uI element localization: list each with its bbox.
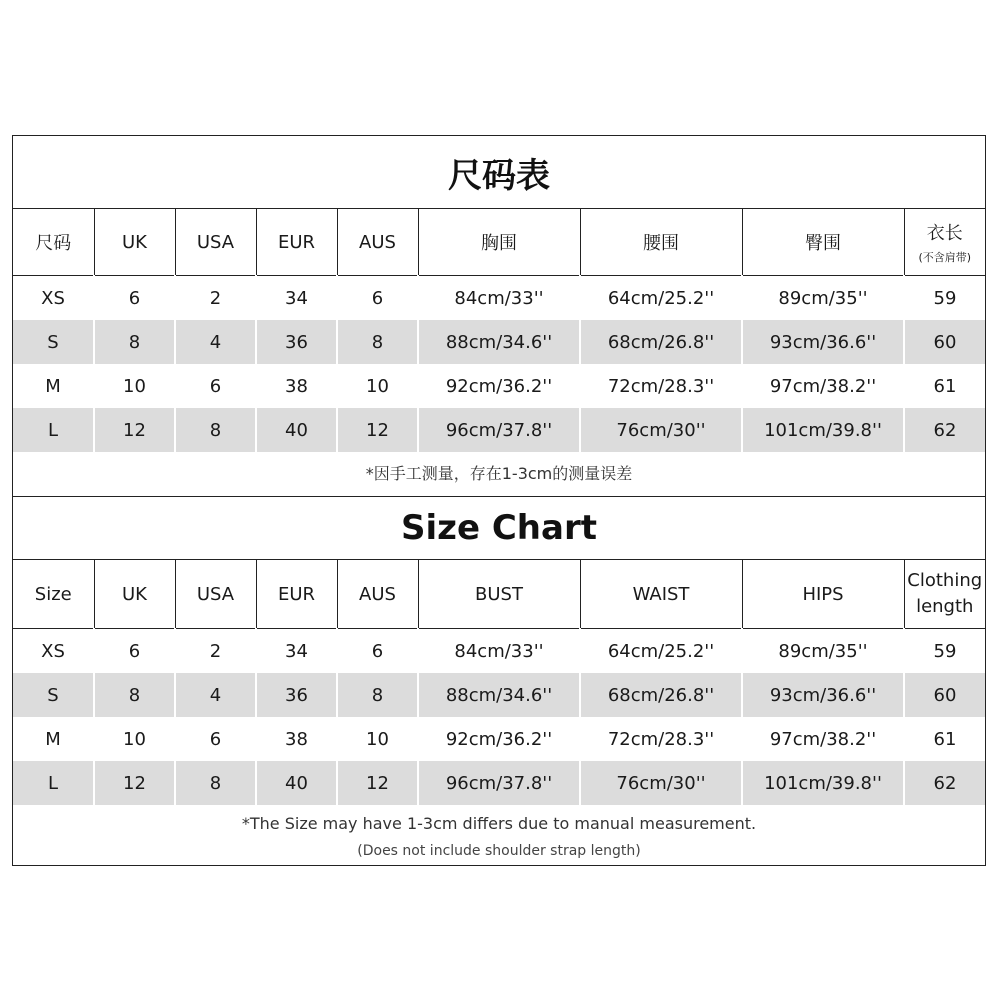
header-cell: 尺码 [13, 209, 94, 276]
table-cell: 12 [337, 761, 418, 805]
strap-note-en: (Does not include shoulder strap length) [357, 843, 641, 859]
header-cell: 臀围 [742, 209, 904, 276]
table-cell: 88cm/34.6'' [418, 320, 580, 364]
header-cell: EUR [256, 560, 337, 629]
table-cell: 59 [933, 287, 957, 309]
header-cell: USA [175, 560, 256, 629]
table-cell: 64cm/25.2'' [580, 629, 742, 674]
table-cell: 8 [94, 320, 175, 364]
table-cell: S [13, 673, 94, 717]
table-cell: 61 [933, 728, 957, 750]
table-header-row [13, 209, 985, 276]
header-cell: 胸围 [418, 209, 580, 276]
table-cell: 4 [175, 320, 256, 364]
table-cell: 59 [933, 640, 957, 662]
table-body-en [13, 629, 985, 806]
table-cell: 34 [256, 276, 337, 321]
table-cell: 8 [94, 673, 175, 717]
table-cell: 72cm/28.3'' [580, 717, 742, 761]
table-cell: 88cm/34.6'' [418, 673, 580, 717]
table-cell: 36 [256, 673, 337, 717]
table-cell: 84cm/33'' [418, 629, 580, 674]
table-cell: 6 [175, 717, 256, 761]
table-cell: 34 [256, 629, 337, 674]
table-row [13, 408, 985, 452]
table-header-row [13, 560, 985, 629]
size-table-en [13, 560, 985, 805]
table-cell: 8 [337, 320, 418, 364]
table-cell: 12 [337, 408, 418, 452]
table-cell: M [13, 364, 94, 408]
table-cell: 96cm/37.8'' [418, 408, 580, 452]
table-cell: 10 [337, 364, 418, 408]
header-cell-length [904, 209, 985, 276]
header-cell: Size [13, 560, 94, 629]
header-cell: AUS [337, 209, 418, 276]
size-chart-english [12, 496, 986, 866]
table-cell: 68cm/26.8'' [580, 320, 742, 364]
table-cell: 89cm/35'' [742, 629, 904, 674]
table-cell: 101cm/39.8'' [742, 761, 904, 805]
table-cell: 2 [175, 276, 256, 321]
table-cell: 92cm/36.2'' [418, 717, 580, 761]
chart-title-en: Size Chart [13, 497, 985, 560]
table-cell: 8 [337, 673, 418, 717]
table-cell: 97cm/38.2'' [742, 364, 904, 408]
table-row [13, 320, 985, 364]
header-length-label: 衣长 [926, 223, 963, 244]
table-cell: 76cm/30'' [580, 761, 742, 805]
table-row [13, 364, 985, 408]
table-cell: 68cm/26.8'' [580, 673, 742, 717]
table-cell: 72cm/28.3'' [580, 364, 742, 408]
table-cell: 93cm/36.6'' [742, 673, 904, 717]
table-cell: 36 [256, 320, 337, 364]
header-cell: UK [94, 209, 175, 276]
table-row [13, 673, 985, 717]
table-row [13, 629, 985, 674]
table-cell: 40 [256, 408, 337, 452]
table-cell: 38 [256, 364, 337, 408]
table-cell: 10 [94, 717, 175, 761]
table-cell: 101cm/39.8'' [742, 408, 904, 452]
table-cell: 92cm/36.2'' [418, 364, 580, 408]
header-cell: WAIST [580, 560, 742, 629]
header-cell: 腰围 [580, 209, 742, 276]
measurement-note-en: *The Size may have 1-3cm differs due to manual measurement. [241, 814, 757, 833]
table-cell: 89cm/35'' [742, 276, 904, 321]
table-cell: 10 [337, 717, 418, 761]
table-cell: 12 [94, 761, 175, 805]
table-cell: L [13, 408, 94, 452]
table-cell: 10 [94, 364, 175, 408]
table-cell: 60 [904, 673, 985, 717]
chart-title-cn: 尺码表 [13, 136, 985, 209]
table-cell: 8 [175, 408, 256, 452]
table-cell: 76cm/30'' [580, 408, 742, 452]
table-cell: 93cm/36.6'' [742, 320, 904, 364]
table-cell: 40 [256, 761, 337, 805]
header-cell-length: Clothing length [904, 560, 985, 629]
table-body-cn [13, 276, 985, 453]
table-cell: M [13, 717, 94, 761]
size-chart-chinese [12, 135, 986, 497]
header-cell: HIPS [742, 560, 904, 629]
table-cell: 60 [904, 320, 985, 364]
table-cell: 6 [175, 364, 256, 408]
table-cell: 4 [175, 673, 256, 717]
table-cell: 12 [94, 408, 175, 452]
table-cell: XS [13, 276, 94, 321]
table-cell: 62 [904, 761, 985, 805]
table-cell: 62 [904, 408, 985, 452]
table-cell: S [13, 320, 94, 364]
table-cell: 6 [94, 629, 175, 674]
table-row [13, 761, 985, 805]
measurement-note-cn: *因手工测量，存在1-3cm的测量误差 [365, 464, 633, 483]
table-cell: 64cm/25.2'' [580, 276, 742, 321]
header-length-sub: (不含肩带) [918, 251, 972, 264]
header-cell: BUST [418, 560, 580, 629]
table-cell: 2 [175, 629, 256, 674]
table-cell: 6 [94, 276, 175, 321]
table-cell: 8 [175, 761, 256, 805]
table-cell: 38 [256, 717, 337, 761]
table-cell: 6 [337, 276, 418, 321]
header-cell: UK [94, 560, 175, 629]
table-cell: 97cm/38.2'' [742, 717, 904, 761]
table-cell: L [13, 761, 94, 805]
table-cell: 61 [933, 375, 957, 397]
table-cell: 96cm/37.8'' [418, 761, 580, 805]
table-row [13, 717, 985, 761]
table-row [13, 276, 985, 321]
table-cell: 84cm/33'' [418, 276, 580, 321]
header-cell: EUR [256, 209, 337, 276]
table-cell: XS [13, 629, 94, 674]
size-table-cn [13, 209, 985, 452]
header-cell: USA [175, 209, 256, 276]
table-cell: 6 [337, 629, 418, 674]
header-cell: AUS [337, 560, 418, 629]
